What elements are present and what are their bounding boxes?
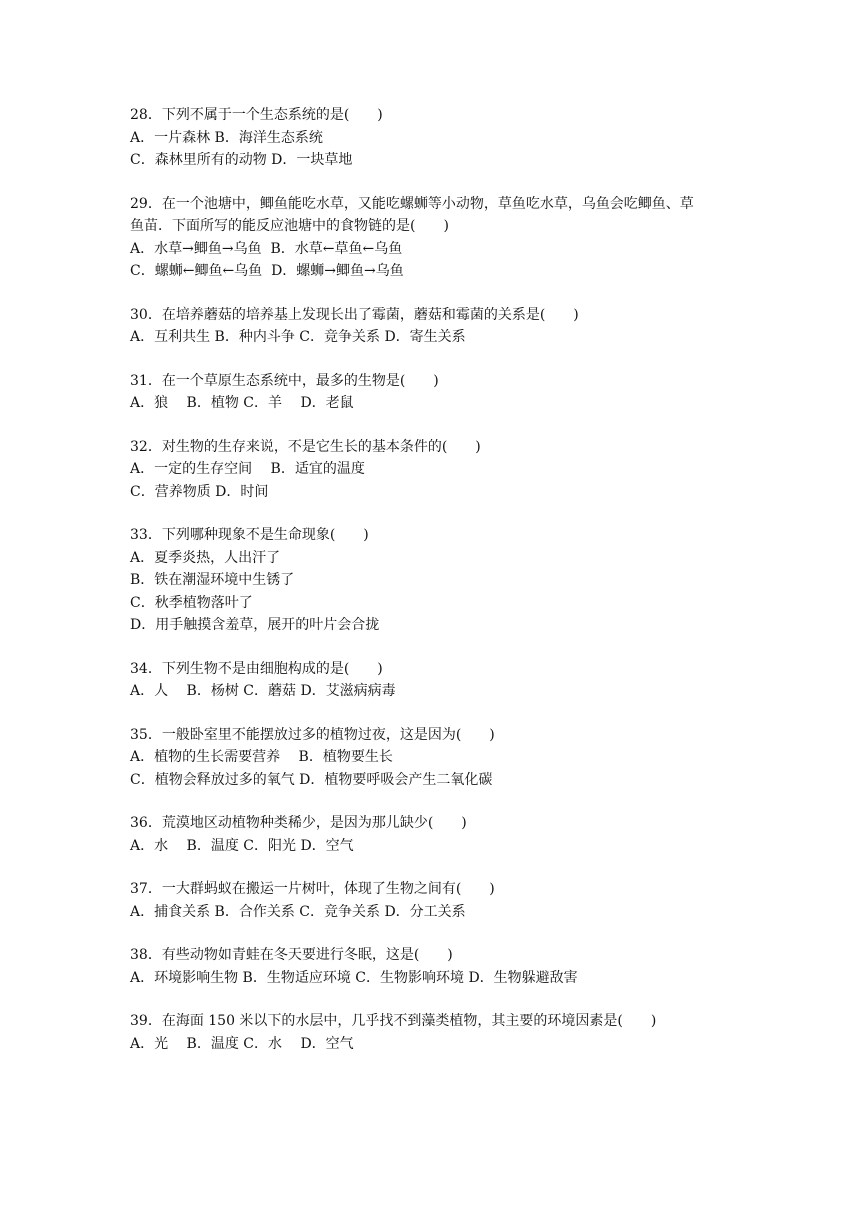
answer-options: C．植物会释放过多的氧气 D．植物要呼吸会产生二氧化碳: [130, 771, 493, 788]
answer-options: C．营养物质 D．时间: [130, 483, 269, 500]
question-stem: 28．下列不属于一个生态系统的是( ): [130, 107, 383, 123]
question-stem: 36．荒漠地区动植物种类稀少，是因为那儿缺少( ): [130, 815, 467, 831]
answer-options: A．环境影响生物 B．生物适应环境 C．生物影响环境 D．生物躲避敌害: [130, 969, 578, 986]
answer-option: C．秋季植物落叶了: [130, 594, 253, 611]
answer-options: A．狼 B．植物 C．羊 D．老鼠: [130, 395, 354, 411]
question-28: [130, 104, 750, 172]
question-stem: 39．在海面 150 米以下的水层中，几乎找不到藻类植物，其主要的环境因素是( ): [130, 1013, 657, 1029]
question-stem: 鱼苗．下面所写的能反应池塘中的食物链的是( ): [130, 218, 449, 234]
answer-options: C．螺蛳←鲫鱼←乌鱼 D．螺蛳→鲫鱼→乌鱼: [130, 263, 404, 279]
question-30: [130, 304, 750, 349]
question-stem: 30．在培养蘑菇的培养基上发现长出了霉菌，蘑菇和霉菌的关系是( ): [130, 306, 579, 323]
question-31: [130, 370, 750, 415]
question-39: [130, 1010, 750, 1055]
answer-options: A．捕食关系 B．合作关系 C．竞争关系 D．分工关系: [130, 903, 466, 920]
answer-options: A．植物的生长需要营养 B．植物要生长: [130, 749, 393, 765]
question-list: [130, 104, 750, 1076]
question-stem: 34．下列生物不是由细胞构成的是( ): [130, 660, 383, 677]
question-36: [130, 812, 750, 857]
question-stem: 35．一般卧室里不能摆放过多的植物过夜，这是因为( ): [130, 726, 495, 743]
question-stem: 38．有些动物如青蛙在冬天要进行冬眠，这是( ): [130, 947, 453, 963]
answer-options: A．水草→鲫鱼→乌鱼 B．水草←草鱼←乌鱼: [130, 240, 403, 257]
question-38: [130, 944, 750, 989]
answer-options: A．水 B．温度 C．阳光 D．空气: [130, 837, 354, 854]
question-35: [130, 724, 750, 792]
answer-options: A．一定的生存空间 B．适宜的温度: [130, 461, 365, 477]
question-stem: 33．下列哪种现象不是生命现象( ): [130, 527, 369, 543]
question-29: [130, 193, 750, 283]
question-33: [130, 524, 750, 637]
answer-option: D．用手触摸含羞草，展开的叶片会合拢: [130, 617, 380, 633]
question-37: [130, 878, 750, 923]
answer-options: A．人 B．杨树 C．蘑菇 D．艾滋病病毒: [130, 683, 396, 699]
answer-option: A．夏季炎热，人出汗了: [130, 549, 281, 566]
question-32: [130, 436, 750, 504]
answer-options: A．互利共生 B．种内斗争 C．竞争关系 D．寄生关系: [130, 329, 466, 345]
answer-options: A．光 B．温度 C．水 D．空气: [130, 1035, 354, 1052]
answer-option: B．铁在潮湿环境中生锈了: [130, 572, 295, 588]
question-stem: 29．在一个池塘中，鲫鱼能吃水草，又能吃螺蛳等小动物，草鱼吃水草，乌鱼会吃鲫鱼、草: [130, 195, 694, 212]
question-stem: 32．对生物的生存来说，不是它生长的基本条件的( ): [130, 438, 481, 455]
question-34: [130, 658, 750, 703]
question-stem: 31．在一个草原生态系统中，最多的生物是( ): [130, 372, 439, 389]
answer-options: C．森林里所有的动物 D．一块草地: [130, 152, 353, 168]
question-stem: 37．一大群蚂蚁在搬运一片树叶，体现了生物之间有( ): [130, 881, 495, 897]
answer-options: A．一片森林 B．海洋生态系统: [130, 129, 323, 146]
